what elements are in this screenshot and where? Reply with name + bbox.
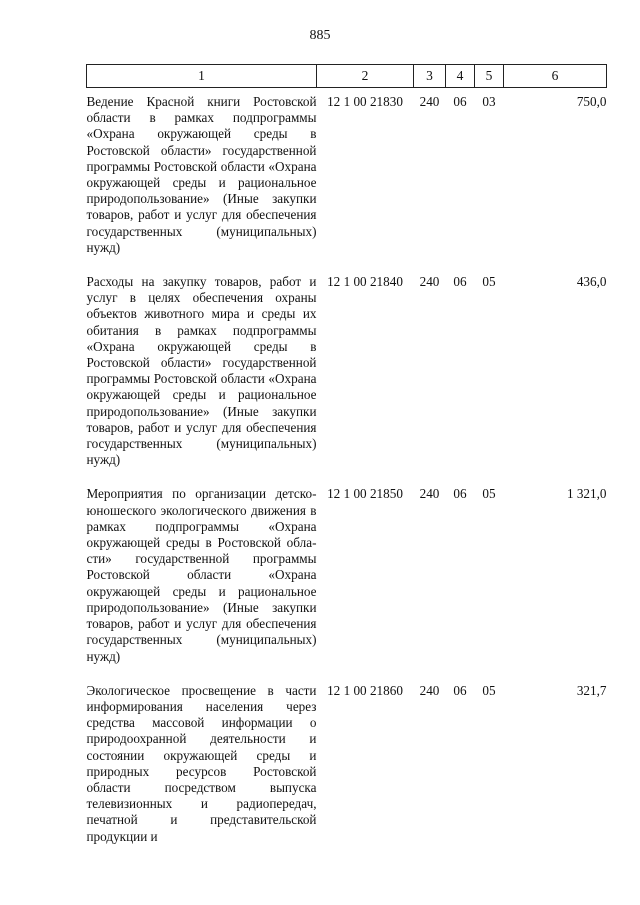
row-subsection: 05 <box>482 682 496 698</box>
row-subsection: 03 <box>482 94 496 109</box>
row-section: 06 <box>453 274 467 290</box>
row-target-code: 12 1 00 21850 <box>327 486 403 502</box>
table-header <box>87 65 607 88</box>
row-expense-type: 240 <box>419 486 440 502</box>
row-expense-type: 240 <box>419 94 440 109</box>
row-description: Ведение Красной книги Ростовской области в рамках подпрограммы «Охрана окружающей среды в Ростовской области» государственной программы Ростовской области «Охрана окружающей среды и рациональное природопользование» (Иные закупки товаров, работ и услуг для обеспечения государственных (муниципальных) нужд) <box>86 94 317 255</box>
row-section: 06 <box>453 486 467 502</box>
row-target-code: 12 1 00 21830 <box>327 94 403 109</box>
table-row <box>87 269 607 481</box>
row-section: 06 <box>453 682 467 698</box>
row-description: Экологическое просвещение в части информирования населения через средства массовой информации о природоохранной деятельности и состоянии окружающей среды и природных ресурсов Ростовской области посредством выпуска телевизионных и радиопередач, печатной и представительской продукции и <box>86 682 317 844</box>
row-section: 06 <box>453 94 467 109</box>
table-row <box>87 678 607 858</box>
header-row <box>87 65 607 88</box>
header-col-4: 4 <box>446 65 475 88</box>
row-description: Мероприятия по организации детско-юношеского экологического движения в рамках подпрограммы «Охрана окружающей среды в Ростовской области» государственной программы Ростовской области «Охрана окружающей среды и рациональное природопользование» (Иные закупки товаров, работ и услуг для обеспечения государственных (муниципальных) нужд) <box>86 486 317 664</box>
row-amount: 1 321,0 <box>566 486 607 502</box>
table-row <box>87 481 607 677</box>
budget-table <box>86 64 607 858</box>
header-col-6: 6 <box>504 65 607 88</box>
header-col-1: 1 <box>87 65 317 88</box>
row-target-code: 12 1 00 21860 <box>327 682 403 698</box>
row-amount: 750,0 <box>576 94 607 109</box>
row-subsection: 05 <box>482 486 496 502</box>
row-expense-type: 240 <box>419 274 440 290</box>
header-col-5: 5 <box>475 65 504 88</box>
row-subsection: 05 <box>482 274 496 290</box>
table-row <box>87 88 607 270</box>
table-body <box>87 88 607 858</box>
page-number: 885 <box>309 28 331 43</box>
row-amount: 321,7 <box>576 682 607 698</box>
header-col-2: 2 <box>317 65 414 88</box>
row-amount: 436,0 <box>576 274 607 290</box>
row-target-code: 12 1 00 21840 <box>327 274 403 290</box>
header-col-3: 3 <box>414 65 446 88</box>
row-expense-type: 240 <box>419 682 440 698</box>
row-description: Расходы на закупку товаров, работ и услуг в целях обеспечения охраны объектов животного мира и среды их обитания в рамках подпрограммы «Охрана окружающей среды в Ростовской области» государственной программы Ростовской области «Охрана окружающей среды и рациональное природопользование» (Иные закупки товаров, работ и услуг для обеспечения государственных (муниципальных) нужд) <box>86 274 317 468</box>
